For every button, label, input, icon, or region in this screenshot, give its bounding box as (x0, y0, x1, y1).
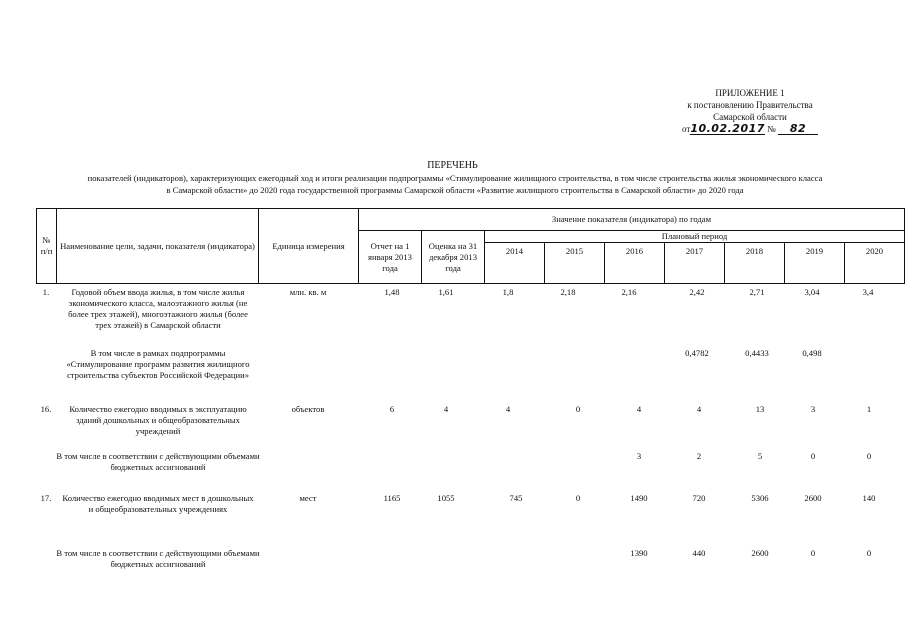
row-estimate-value: 1,61 (438, 287, 454, 297)
row-year-value: 0 (866, 451, 872, 461)
row-year-value: 3 (810, 404, 816, 414)
row-indicator-name: В том числе в рамках подпрограммы «Стимулирование программ развития жилищного строительства субъектов Российской Федерации» (66, 348, 250, 380)
header-unit: Единица измерения (259, 209, 359, 284)
row-estimate-value: 4 (443, 404, 449, 414)
header-estimate: Оценка на 31 декабря 2013 года (422, 231, 485, 284)
appendix-title: ПРИЛОЖЕНИЕ 1 (715, 88, 785, 98)
row-report-value: 1,48 (384, 287, 400, 297)
row-report-value: 1165 (383, 493, 401, 503)
row-year-value: 745 (509, 493, 523, 503)
row-indicator-name: Количество ежегодно вводимых в эксплуатацию зданий дошкольных и общеобразовательных учреждений (69, 404, 247, 436)
row-year-value: 4 (505, 404, 511, 414)
header-num: № п/п (37, 209, 57, 284)
header-year: 2016 (605, 243, 665, 284)
row-year-value: 0,498 (802, 348, 822, 358)
row-indicator-name: В том числе в соответствии с действующими объемами бюджетных ассигнований (56, 548, 260, 569)
appendix-resolution: к постановлению Правительства (687, 100, 813, 110)
subtitle-line-1: показателей (индикаторов), характеризующих ежегодный ход и итоги реализации подпрограммы «Стимулирование жилищного строительства, в том числе строительства жилья экономического класса (87, 173, 823, 183)
row-number: 17. (40, 493, 52, 503)
header-year: 2020 (845, 243, 905, 284)
appendix-region: Самарской области (713, 112, 787, 122)
row-year-value: 13 (755, 404, 765, 414)
row-year-value: 2,18 (560, 287, 576, 297)
row-year-value: 440 (692, 548, 706, 558)
row-year-value: 2,16 (621, 287, 637, 297)
row-year-value: 0,4433 (745, 348, 769, 358)
row-year-value: 0,4782 (685, 348, 709, 358)
row-year-value: 2600 (751, 548, 769, 558)
header-year: 2018 (725, 243, 785, 284)
header-values-group: Значение показателя (индикатора) по годам (359, 209, 905, 231)
row-year-value: 2 (696, 451, 702, 461)
row-indicator-name: Количество ежегодно вводимых мест в дошкольных и общеобразовательных учреждениях (62, 493, 254, 514)
indicator-table-header (36, 208, 905, 284)
row-year-value: 5 (757, 451, 763, 461)
subtitle-line-2: в Самарской области» до 2020 года государственной программы Самарской области «Развитие жилищного строительства в Самарской области» до 2020 года (166, 185, 744, 195)
handwritten-number: 82 (778, 124, 818, 135)
row-year-value: 4 (696, 404, 702, 414)
row-year-value: 3,4 (862, 287, 874, 297)
row-year-value: 0 (810, 451, 816, 461)
row-year-value: 2,42 (689, 287, 705, 297)
document-subtitle (40, 172, 870, 196)
row-year-value: 3 (636, 451, 642, 461)
row-year-value: 3,04 (804, 287, 820, 297)
header-name: Наименование цели, задачи, показателя (индикатора) (57, 209, 259, 284)
row-year-value: 4 (636, 404, 642, 414)
header-planned-period: Плановый период (485, 231, 905, 243)
row-year-value: 0 (866, 548, 872, 558)
number-prefix: № (767, 124, 776, 134)
header-report: Отчет на 1 января 2013 года (359, 231, 422, 284)
row-unit: мест (299, 493, 317, 503)
row-year-value: 1390 (630, 548, 648, 558)
row-number: 1. (42, 287, 50, 297)
row-year-value: 2600 (804, 493, 822, 503)
header-year: 2015 (545, 243, 605, 284)
appendix-date-line (660, 123, 840, 135)
row-year-value: 1 (866, 404, 872, 414)
row-year-value: 2,71 (749, 287, 765, 297)
header-year: 2017 (665, 243, 725, 284)
row-report-value: 6 (389, 404, 395, 414)
header-year: 2014 (485, 243, 545, 284)
row-indicator-name: Годовой объем ввода жилья, в том числе жилья экономического класса, малоэтажного жилья (не более трех этажей), многоэтажного жилья (более трех этажей) в Самарской области (68, 287, 248, 330)
row-indicator-name: В том числе в соответствии с действующими объемами бюджетных ассигнований (56, 451, 260, 472)
row-year-value: 720 (692, 493, 706, 503)
row-year-value: 1490 (630, 493, 648, 503)
date-prefix: от (681, 124, 691, 134)
row-year-value: 0 (575, 493, 581, 503)
row-year-value: 0 (575, 404, 581, 414)
row-unit: объектов (291, 404, 325, 414)
row-year-value: 1,8 (502, 287, 514, 297)
document-title: ПЕРЕЧЕНЬ (427, 160, 478, 171)
row-year-value: 0 (810, 548, 816, 558)
handwritten-date: 10.02.2017 (690, 122, 765, 135)
row-year-value: 5306 (751, 493, 769, 503)
row-estimate-value: 1055 (437, 493, 455, 503)
row-unit: млн. кв. м (289, 287, 327, 297)
appendix-header (660, 87, 840, 135)
row-year-value: 140 (862, 493, 876, 503)
row-number: 16. (40, 404, 52, 414)
header-year: 2019 (785, 243, 845, 284)
